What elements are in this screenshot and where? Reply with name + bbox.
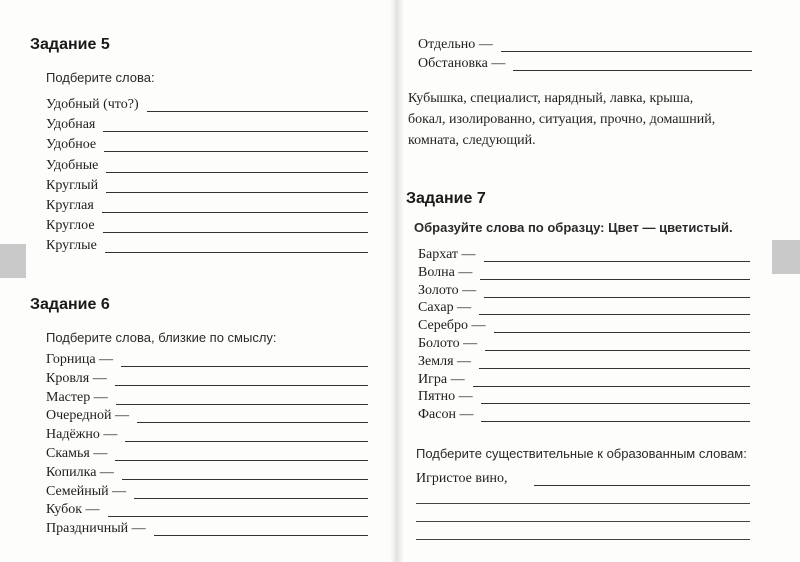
- answer-line[interactable]: [494, 332, 750, 333]
- prompt-word: Круглые: [46, 238, 97, 254]
- prompt-word: Праздничный —: [46, 521, 146, 537]
- answer-line[interactable]: [105, 252, 368, 253]
- answer-row[interactable]: [418, 371, 750, 389]
- answer-row[interactable]: [46, 217, 368, 235]
- prompt-word: Сахар —: [418, 300, 472, 316]
- answer-line[interactable]: [104, 151, 368, 152]
- prompt-word: Удобный (что?): [46, 97, 139, 112]
- prompt-word: Мастер —: [46, 389, 108, 405]
- prompt-word: Копилка —: [46, 464, 114, 480]
- answer-line[interactable]: [479, 368, 750, 369]
- answer-row[interactable]: [46, 389, 368, 407]
- answer-row[interactable]: [418, 335, 750, 353]
- answer-row[interactable]: [46, 501, 368, 519]
- answer-line[interactable]: [147, 111, 368, 112]
- answer-line[interactable]: [137, 422, 368, 423]
- answer-line[interactable]: [103, 131, 368, 132]
- answer-line[interactable]: [534, 485, 750, 486]
- answer-row[interactable]: [418, 55, 752, 73]
- word-list-line: Кубышка, специалист, нарядный, лавка, крыша,: [408, 91, 694, 106]
- word-list-line: бокал, изолированно, ситуация, прочно, домашний,: [408, 112, 716, 127]
- answer-row[interactable]: [46, 407, 368, 425]
- task7-instruction: Образуйте слова по образцу: Цвет — цветистый.: [414, 220, 733, 235]
- answer-row[interactable]: [46, 426, 368, 444]
- answer-row[interactable]: [46, 237, 368, 255]
- answer-line[interactable]: [513, 70, 752, 71]
- right-page: [400, 0, 800, 562]
- answer-row[interactable]: [46, 116, 368, 134]
- answer-line[interactable]: [106, 172, 368, 173]
- answer-row[interactable]: [416, 470, 750, 488]
- task5-heading: Задание 5: [30, 36, 110, 53]
- prompt-word: Горница —: [46, 352, 114, 367]
- answer-row[interactable]: [46, 370, 368, 388]
- left-page: [0, 0, 392, 562]
- prompt-word: Удобное: [46, 137, 97, 153]
- answer-row[interactable]: [46, 157, 368, 175]
- answer-row[interactable]: [46, 464, 368, 482]
- prompt-word: Волна —: [418, 264, 473, 280]
- answer-line[interactable]: [416, 521, 750, 522]
- answer-row[interactable]: [418, 282, 750, 300]
- answer-line[interactable]: [115, 385, 368, 386]
- answer-line[interactable]: [102, 212, 368, 213]
- answer-line[interactable]: [416, 539, 750, 540]
- answer-line[interactable]: [416, 503, 750, 504]
- answer-row[interactable]: [418, 406, 750, 424]
- answer-row[interactable]: [418, 353, 750, 371]
- answer-row[interactable]: [418, 246, 750, 264]
- answer-line[interactable]: [115, 460, 368, 461]
- answer-row[interactable]: [418, 388, 750, 406]
- answer-line[interactable]: [480, 279, 750, 280]
- prompt-word: Удобные: [46, 157, 99, 173]
- prompt-word: Очередной —: [46, 408, 130, 424]
- answer-line[interactable]: [103, 232, 368, 233]
- prompt-word: Игра —: [418, 371, 465, 387]
- prompt-word: Надёжно —: [46, 427, 118, 443]
- prompt-word: Земля —: [418, 353, 472, 369]
- answer-line[interactable]: [481, 421, 750, 422]
- answer-row[interactable]: [46, 445, 368, 463]
- prompt-word: Золото —: [418, 282, 477, 298]
- answer-line[interactable]: [473, 386, 750, 387]
- task6-heading: Задание 6: [30, 296, 110, 313]
- answer-line[interactable]: [125, 441, 368, 442]
- prompt-word: Круглая: [46, 198, 94, 213]
- answer-line[interactable]: [485, 350, 750, 351]
- answer-line[interactable]: [106, 192, 368, 193]
- answer-row[interactable]: [46, 197, 368, 215]
- answer-row[interactable]: [418, 264, 750, 282]
- prompt-word: Кровля —: [46, 370, 107, 386]
- answer-row[interactable]: [46, 483, 368, 501]
- answer-line[interactable]: [116, 404, 368, 405]
- prompt-word: Отдельно —: [418, 37, 493, 52]
- answer-line[interactable]: [122, 479, 368, 480]
- word-list-line: комната, следующий.: [408, 133, 536, 148]
- answer-line[interactable]: [484, 297, 750, 298]
- answer-line[interactable]: [121, 366, 368, 367]
- prompt-word: Пятно —: [418, 389, 473, 405]
- prompt-word: Удобная: [46, 117, 96, 133]
- answer-row[interactable]: [46, 136, 368, 154]
- answer-line[interactable]: [134, 498, 368, 499]
- prompt-word: Серебро —: [418, 318, 486, 334]
- task5-instruction: Подберите слова:: [46, 70, 155, 85]
- prompt-word: Обстановка —: [418, 56, 506, 71]
- prompt-word: Круглое: [46, 218, 95, 234]
- answer-row[interactable]: [46, 96, 368, 114]
- prompt-word: Скамья —: [46, 446, 108, 461]
- answer-row[interactable]: [418, 36, 752, 54]
- task7-instruction-2: Подберите существительные к образованным словам:: [416, 446, 747, 461]
- answer-line[interactable]: [479, 314, 750, 315]
- prompt-word: Круглый: [46, 177, 99, 193]
- answer-row[interactable]: [46, 351, 368, 369]
- answer-row[interactable]: [418, 317, 750, 335]
- prompt-word: Болото —: [418, 336, 478, 351]
- answer-line[interactable]: [481, 403, 750, 404]
- answer-line[interactable]: [108, 516, 368, 517]
- answer-row[interactable]: [418, 299, 750, 317]
- prompt-word: Семейный —: [46, 483, 127, 499]
- task6-instruction: Подберите слова, близкие по смыслу:: [46, 330, 277, 345]
- task7-heading: Задание 7: [406, 190, 486, 207]
- answer-row[interactable]: [46, 520, 368, 538]
- answer-line[interactable]: [501, 51, 752, 52]
- prompt-word: Кубок —: [46, 502, 100, 518]
- prompt-word: Фасон —: [418, 407, 474, 423]
- prompt-word: Бархат —: [418, 247, 476, 262]
- answer-line[interactable]: [154, 535, 368, 536]
- answer-row[interactable]: [46, 177, 368, 195]
- example-text: Игристое вино,: [416, 471, 508, 486]
- answer-line[interactable]: [484, 261, 750, 262]
